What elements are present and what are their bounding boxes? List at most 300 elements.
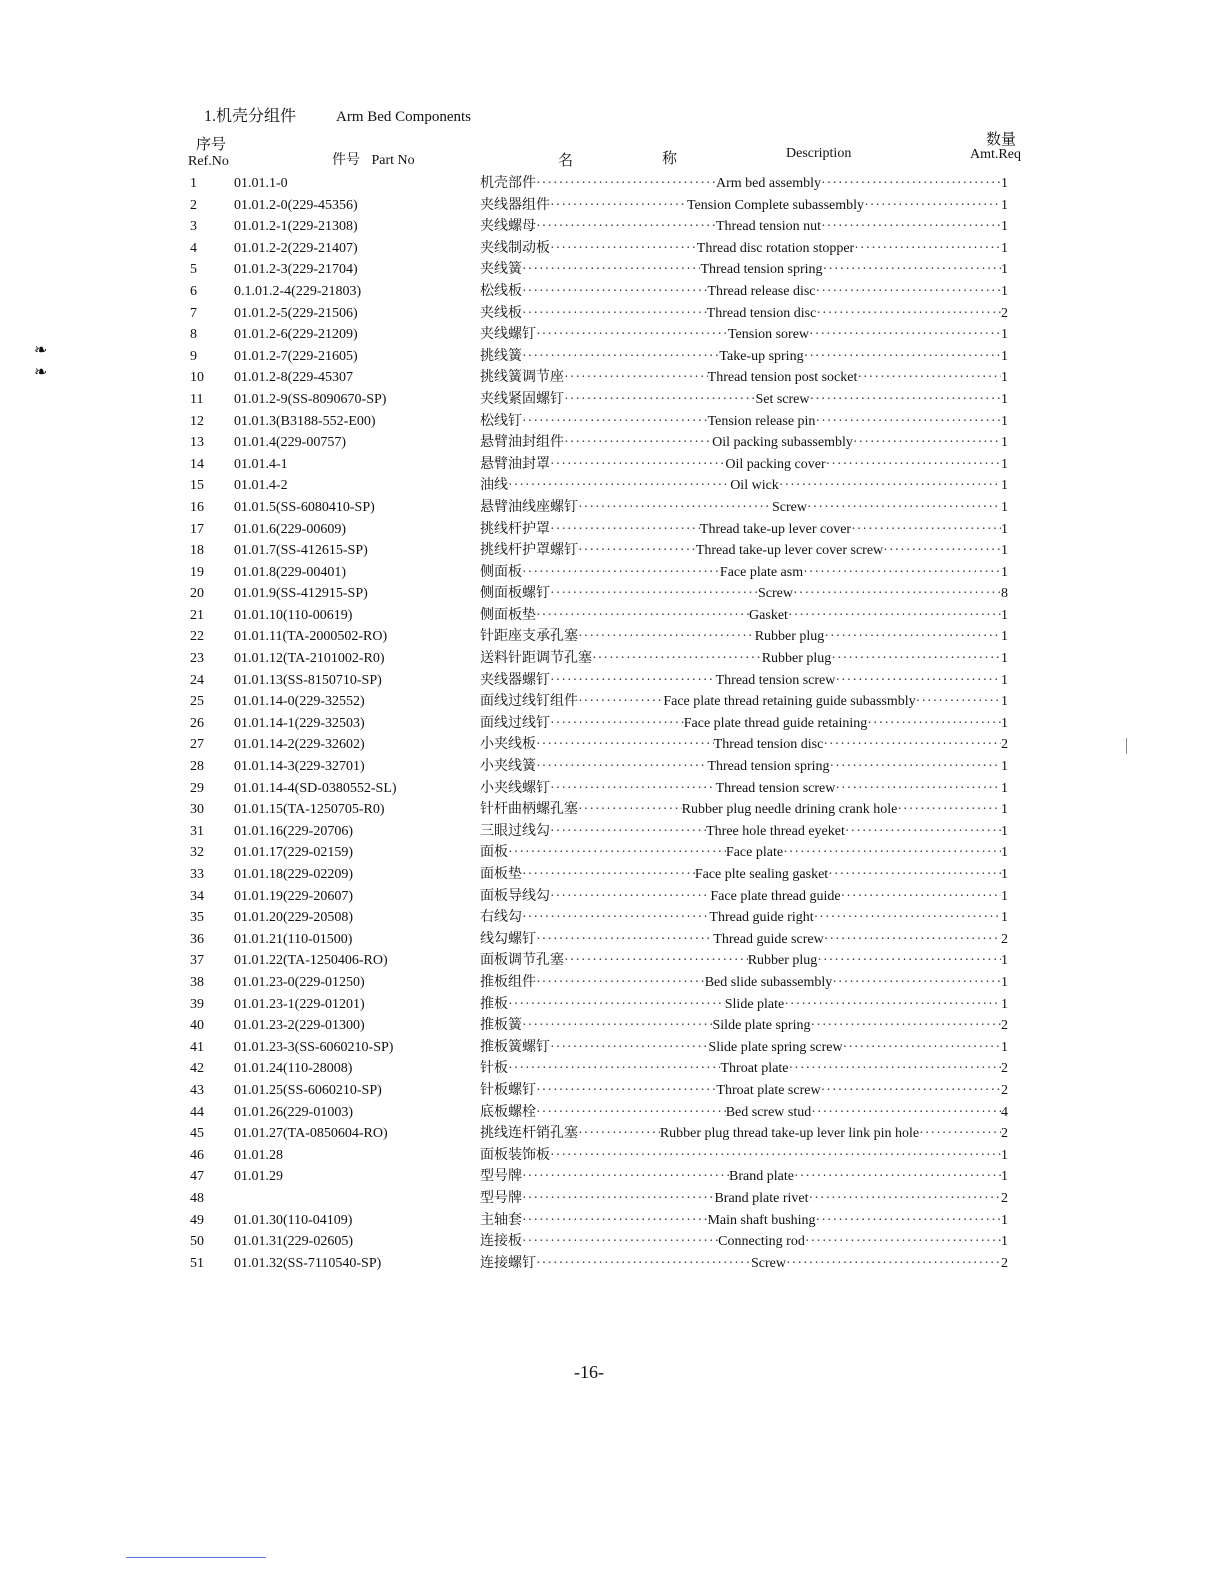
amount-req: 1	[1000, 240, 1008, 256]
description-en: Brand plate	[729, 1169, 794, 1185]
description-line	[480, 583, 1008, 605]
amount-req: 1	[1000, 607, 1008, 623]
description-line	[480, 497, 1008, 519]
table-row	[190, 1166, 1010, 1188]
dot-leader	[536, 972, 705, 994]
section-title-cn: 1.机壳分组件	[204, 108, 297, 125]
dot-leader	[578, 799, 682, 821]
table-row	[190, 950, 1010, 972]
header-ref-en: Ref.No	[188, 154, 229, 169]
description-line	[480, 389, 1008, 411]
part-no: 01.01.2-7(229-21605)	[234, 348, 358, 364]
amount-req: 1	[1001, 867, 1008, 882]
margin-mark-icon: ❧	[34, 364, 48, 381]
amount-req: 2	[1000, 305, 1008, 321]
ref-no: 47	[190, 1169, 204, 1185]
description-line	[480, 238, 1008, 260]
ref-no: 3	[190, 219, 197, 235]
name-cn: 夹线紧固螺钉	[480, 391, 564, 407]
description-en: Thread disc rotation stopper	[696, 240, 855, 256]
ref-no: 49	[190, 1212, 204, 1228]
dot-leader	[823, 734, 1001, 756]
dot-leader	[550, 195, 687, 217]
table-row	[190, 648, 1010, 670]
description-en: Main shaft bushing	[707, 1212, 816, 1228]
table-row	[190, 1188, 1010, 1210]
dot-leader	[803, 562, 1001, 584]
dot-leader	[522, 281, 707, 303]
ref-no: 5	[190, 262, 197, 278]
table-row	[190, 432, 1010, 454]
table-row	[190, 1015, 1010, 1037]
ref-no: 41	[190, 1039, 204, 1055]
ref-no: 33	[190, 867, 204, 882]
dot-leader	[835, 670, 1001, 692]
table-row	[190, 238, 1010, 260]
table-row	[190, 821, 1010, 843]
description-en: Face plate thread retaining guide subassmbly	[663, 694, 916, 710]
dot-leader	[508, 1058, 720, 1080]
description-en: Rubber plug needle drining crank hole	[681, 802, 898, 818]
ref-no: 25	[190, 694, 204, 710]
amount-req: 1	[1000, 219, 1008, 235]
ref-no: 18	[190, 543, 204, 559]
dot-leader	[550, 670, 716, 692]
amount-req: 2	[1001, 931, 1008, 947]
description-en: Throat plate screw	[716, 1082, 821, 1098]
section-title	[204, 103, 471, 126]
table-row	[190, 1058, 1010, 1080]
description-en: Thread tension spring	[707, 759, 830, 775]
part-no: 01.01.22(TA-1250406-RO)	[234, 953, 388, 969]
name-cn: 松线板	[480, 283, 522, 299]
amount-req: 1	[1001, 802, 1008, 818]
description-line	[480, 886, 1008, 908]
table-row	[190, 1123, 1010, 1145]
ref-no: 23	[190, 651, 204, 667]
description-en: Slide plate spring screw	[708, 1039, 843, 1055]
dot-leader	[522, 562, 720, 584]
amount-req: 1	[1000, 478, 1008, 494]
ref-no: 11	[190, 391, 204, 407]
part-no: 01.01.11(TA-2000502-RO)	[234, 629, 388, 645]
description-en: Thread take-up lever cover	[699, 521, 852, 537]
part-no: 01.01.2-1(229-21308)	[234, 219, 358, 235]
name-cn: 夹线板	[480, 305, 522, 321]
name-cn: 送料针距调节孔塞	[480, 651, 592, 667]
description-en: Screw	[751, 1255, 786, 1271]
name-cn: 挑线连杆销孔塞	[480, 1126, 578, 1142]
dot-leader	[536, 216, 716, 238]
table-row	[190, 1102, 1010, 1124]
ref-no: 19	[190, 564, 204, 580]
ref-no: 27	[190, 737, 204, 753]
ref-no: 50	[190, 1234, 204, 1250]
description-line	[480, 907, 1008, 929]
ref-no: 37	[190, 953, 204, 969]
part-no: 01.01.18(229-02209)	[234, 867, 353, 882]
part-no: 01.01.31(229-02605)	[234, 1234, 353, 1250]
part-no: 01.01.2-9(SS-8090670-SP)	[234, 391, 387, 407]
name-cn: 面板调节孔塞	[480, 953, 564, 969]
description-en: Face plate thread guide	[710, 888, 841, 904]
margin-mark-icon: ❧	[34, 342, 48, 359]
dot-leader	[550, 713, 684, 735]
name-cn: 小夹线板	[480, 737, 536, 753]
description-line	[480, 929, 1008, 951]
table-row	[190, 670, 1010, 692]
dot-leader	[817, 950, 1001, 972]
description-line	[480, 1145, 1008, 1167]
table-row	[190, 540, 1010, 562]
dot-leader	[794, 1166, 1001, 1188]
description-en: Bed screw stud	[725, 1104, 812, 1120]
dot-leader	[522, 346, 719, 368]
part-no: 01.01.25(SS-6060210-SP)	[234, 1082, 382, 1098]
page-number: -16-	[574, 1362, 604, 1382]
description-line	[480, 303, 1008, 325]
dot-leader	[522, 1210, 707, 1232]
description-en: Throat plate	[720, 1061, 789, 1077]
parts-list	[190, 173, 1010, 1274]
description-en: Rubber plug thread take-up lever link pin hole	[659, 1126, 920, 1142]
dot-leader	[821, 1080, 1001, 1102]
table-row	[190, 1231, 1010, 1253]
part-no: 01.01.4-1	[234, 456, 288, 472]
name-cn: 侧面板垫	[480, 607, 536, 623]
ref-no: 28	[190, 759, 204, 775]
ref-no: 7	[190, 305, 197, 321]
part-no: 01.01.9(SS-412915-SP)	[234, 586, 368, 602]
dot-leader	[783, 842, 1001, 864]
table-row	[190, 497, 1010, 519]
description-line	[480, 562, 1008, 584]
dot-leader	[522, 259, 700, 281]
description-line	[480, 864, 1008, 886]
name-cn: 推板簧	[480, 1018, 522, 1034]
description-line	[480, 1231, 1008, 1253]
name-cn: 小夹线簧	[480, 759, 536, 775]
dot-leader	[821, 173, 1001, 195]
amount-req: 1	[1000, 629, 1008, 645]
part-no: 01.01.2-8(229-45307	[234, 370, 353, 386]
amount-req: 2	[1000, 1126, 1008, 1142]
amount-req: 1	[1001, 996, 1008, 1012]
ref-no: 38	[190, 974, 204, 990]
description-line	[480, 1210, 1008, 1232]
dot-leader	[864, 195, 1001, 217]
dot-leader	[536, 734, 714, 756]
name-cn: 挑线簧调节座	[480, 370, 564, 386]
part-no: 01.01.23-2(229-01300)	[234, 1018, 365, 1034]
amount-req: 2	[1001, 1082, 1008, 1098]
ref-no: 34	[190, 888, 204, 904]
description-line	[480, 346, 1008, 368]
part-no: 01.01.5(SS-6080410-SP)	[234, 499, 375, 515]
table-row	[190, 562, 1010, 584]
amount-req: 4	[1000, 1104, 1008, 1120]
description-en: Gasket	[749, 607, 788, 623]
ref-no: 8	[190, 327, 197, 343]
dot-leader	[522, 411, 708, 433]
ref-no: 17	[190, 521, 204, 537]
dot-leader	[578, 1123, 660, 1145]
ref-no: 22	[190, 629, 204, 645]
name-cn: 挑线杆护罩	[480, 521, 550, 537]
description-en: Thread tension nut	[716, 219, 821, 235]
name-cn: 线勾螺钉	[480, 931, 536, 947]
description-line	[480, 821, 1008, 843]
name-cn: 松线钉	[480, 413, 522, 429]
dot-leader	[816, 1210, 1001, 1232]
description-en: Slide plate	[724, 996, 785, 1012]
dot-leader	[828, 864, 1001, 886]
description-en: Screw	[772, 499, 807, 515]
description-line	[480, 1102, 1008, 1124]
table-row	[190, 605, 1010, 627]
table-row	[190, 1253, 1010, 1275]
ref-no: 9	[190, 348, 197, 364]
dot-leader	[788, 605, 1001, 627]
dot-leader	[536, 605, 749, 627]
ref-no: 44	[190, 1104, 204, 1120]
ref-no: 32	[190, 845, 204, 861]
description-line	[480, 648, 1008, 670]
header-amt-en: Amt.Req	[970, 147, 1021, 162]
header-part-no	[332, 149, 415, 169]
description-en: Thread tension screw	[715, 780, 836, 796]
name-cn: 底板螺栓	[480, 1104, 536, 1120]
footer-line	[126, 1557, 266, 1558]
ref-no: 4	[190, 240, 197, 256]
amount-req: 1	[1001, 910, 1008, 926]
name-cn: 面板	[480, 845, 508, 861]
ref-no: 24	[190, 672, 204, 688]
ref-no: 36	[190, 931, 204, 947]
name-cn: 面线过线钉组件	[480, 694, 578, 710]
ref-no: 13	[190, 435, 204, 451]
part-no: 01.01.15(TA-1250705-R0)	[234, 802, 385, 818]
dot-leader	[564, 389, 755, 411]
description-line	[480, 432, 1008, 454]
ref-no: 48	[190, 1190, 204, 1206]
dot-leader	[550, 821, 706, 843]
margin-tick	[1126, 738, 1127, 754]
table-row	[190, 734, 1010, 756]
table-row	[190, 475, 1010, 497]
amount-req: 1	[1001, 413, 1008, 429]
description-en: Bed slide subassembly	[704, 974, 833, 990]
dot-leader	[814, 907, 1001, 929]
description-en: Connecting rod	[718, 1234, 805, 1250]
description-line	[480, 259, 1008, 281]
table-row	[190, 756, 1010, 778]
dot-leader	[867, 713, 1001, 735]
ref-no: 39	[190, 996, 204, 1012]
ref-no: 35	[190, 910, 204, 926]
description-en: Rubber plug	[761, 651, 832, 667]
description-en: Face plate thread guide retaining	[683, 715, 868, 731]
part-no: 01.01.14-0(229-32552)	[234, 694, 365, 710]
name-cn: 夹线螺母	[480, 219, 536, 235]
dot-leader	[578, 497, 772, 519]
description-en: Thread tension post socket	[707, 370, 858, 386]
dot-leader	[564, 432, 712, 454]
table-row	[190, 519, 1010, 541]
dot-leader	[815, 411, 1001, 433]
amount-req: 1	[1000, 435, 1008, 451]
part-no: 01.01.23-3(SS-6060210-SP)	[234, 1039, 394, 1055]
amount-req: 1	[1000, 521, 1008, 537]
part-no: 01.01.14-2(229-32602)	[234, 737, 365, 753]
amount-req: 1	[1001, 283, 1008, 299]
ref-no: 15	[190, 478, 204, 494]
dot-leader	[550, 886, 710, 908]
dot-leader	[854, 238, 1001, 260]
dot-leader	[564, 367, 708, 389]
table-row	[190, 367, 1010, 389]
ref-no: 42	[190, 1061, 204, 1077]
part-no: 01.01.8(229-00401)	[234, 564, 346, 580]
table-row	[190, 454, 1010, 476]
ref-no: 14	[190, 456, 204, 472]
part-no: 01.01.2-6(229-21209)	[234, 327, 358, 343]
ref-no: 12	[190, 413, 204, 429]
description-en: Set screw	[755, 391, 810, 407]
name-cn: 面板垫	[480, 867, 522, 882]
part-no: 01.01.2-3(229-21704)	[234, 262, 358, 278]
part-no: 01.01.27(TA-0850604-RO)	[234, 1126, 388, 1142]
header-description: Description	[786, 146, 852, 161]
ref-no: 2	[190, 197, 197, 213]
ref-no: 40	[190, 1018, 204, 1034]
description-line	[480, 605, 1008, 627]
table-row	[190, 173, 1010, 195]
dot-leader	[550, 778, 716, 800]
ref-no: 16	[190, 499, 204, 515]
description-line	[480, 281, 1008, 303]
description-en: Oil packing subassembly	[712, 435, 853, 451]
dot-leader	[522, 864, 695, 886]
amount-req: 1	[1001, 197, 1008, 213]
description-en: Face plate asm	[719, 564, 804, 580]
dot-leader	[811, 1015, 1002, 1037]
part-no: 0.1.01.2-4(229-21803)	[234, 283, 362, 299]
dot-leader	[578, 691, 663, 713]
amount-req: 1	[1000, 391, 1008, 407]
name-cn: 夹线螺钉	[480, 327, 536, 343]
table-row	[190, 929, 1010, 951]
ref-no: 21	[190, 607, 204, 623]
table-row	[190, 216, 1010, 238]
table-row	[190, 411, 1010, 433]
part-no: 01.01.2-5(229-21506)	[234, 305, 358, 321]
name-cn: 侧面板螺钉	[480, 586, 550, 602]
dot-leader	[578, 540, 696, 562]
dot-leader	[536, 1253, 751, 1275]
name-cn: 型号牌	[480, 1169, 522, 1185]
amount-req: 1	[1000, 176, 1008, 191]
ref-no: 29	[190, 780, 204, 796]
description-en: Tension sorew	[727, 327, 810, 343]
description-line	[480, 173, 1008, 195]
description-en: Thread take-up lever cover screw	[695, 543, 884, 559]
ref-no: 6	[190, 283, 197, 299]
table-row	[190, 864, 1010, 886]
ref-no: 43	[190, 1082, 204, 1098]
part-no: 01.01.23-0(229-01250)	[234, 974, 365, 990]
part-no: 01.01.3(B3188-552-E00)	[234, 413, 376, 429]
part-no: 01.01.23-1(229-01201)	[234, 996, 365, 1012]
ref-no: 46	[190, 1147, 204, 1163]
part-no: 01.01.2-2(229-21407)	[234, 240, 358, 256]
part-no: 01.01.4-2	[234, 478, 288, 494]
amount-req: 1	[1000, 672, 1008, 688]
table-row	[190, 1080, 1010, 1102]
description-line	[480, 713, 1008, 735]
amount-req: 1	[1001, 327, 1008, 343]
amount-req: 2	[1001, 1018, 1008, 1034]
dot-leader	[784, 994, 1001, 1016]
dot-leader	[883, 540, 1001, 562]
description-en: Oil packing cover	[725, 456, 826, 472]
description-line	[480, 1188, 1008, 1210]
part-no: 01.01.30(110-04109)	[234, 1212, 353, 1228]
dot-leader	[832, 972, 1001, 994]
dot-leader	[851, 519, 1001, 541]
part-no: 01.01.1-0	[234, 176, 288, 191]
table-row	[190, 1037, 1010, 1059]
name-cn: 针板	[480, 1061, 508, 1077]
dot-leader	[811, 1102, 1001, 1124]
amount-req: 1	[1001, 543, 1008, 559]
table-row	[190, 1210, 1010, 1232]
amount-req: 1	[1000, 1169, 1008, 1185]
ref-no: 31	[190, 823, 204, 839]
description-line	[480, 367, 1008, 389]
name-cn: 机壳部件	[480, 176, 536, 191]
part-no: 01.01.16(229-20706)	[234, 823, 353, 839]
description-en: Thread guide right	[709, 910, 814, 926]
table-row	[190, 195, 1010, 217]
header-amt-cn: 数量	[986, 132, 1017, 148]
description-line	[480, 1037, 1008, 1059]
dot-leader	[857, 367, 1001, 389]
description-en: Thread tension disc	[713, 737, 824, 753]
dot-leader	[578, 626, 755, 648]
dot-leader	[919, 1123, 1001, 1145]
description-line	[480, 411, 1008, 433]
part-no: 01.01.13(SS-8150710-SP)	[234, 672, 382, 688]
description-line	[480, 1123, 1008, 1145]
table-row	[190, 626, 1010, 648]
ref-no: 45	[190, 1126, 204, 1142]
ref-no: 20	[190, 586, 204, 602]
dot-leader	[536, 1080, 716, 1102]
part-no: 01.01.2-0(229-45356)	[234, 197, 358, 213]
table-row	[190, 303, 1010, 325]
description-line	[480, 756, 1008, 778]
description-line	[480, 842, 1008, 864]
amount-req: 1	[1000, 1212, 1008, 1228]
description-line	[480, 1253, 1008, 1275]
description-line	[480, 994, 1008, 1016]
description-en: Silde plate spring	[712, 1018, 811, 1034]
amount-req: 1	[1000, 780, 1008, 796]
dot-leader	[789, 1058, 1001, 1080]
dot-leader	[508, 994, 725, 1016]
table-row	[190, 281, 1010, 303]
